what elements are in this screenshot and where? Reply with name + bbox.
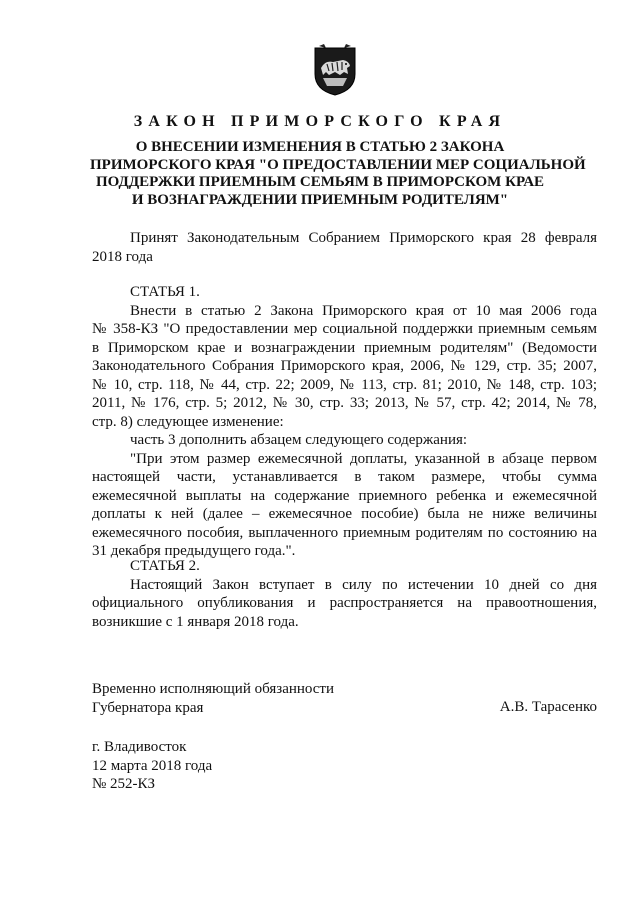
signing-date: 12 марта 2018 года bbox=[92, 757, 213, 774]
article-1-line: Внести в статью 2 Закона Приморского края от 10 мая 2006 года bbox=[130, 302, 597, 319]
signatory-position: Временно исполняющий обязанности bbox=[92, 681, 335, 697]
quote-line: ежемесячного пособия, выплаченного приемным родителям по состоянию на bbox=[92, 524, 597, 541]
subject-line: О ВНЕСЕНИИ ИЗМЕНЕНИЯ В СТАТЬЮ 2 ЗАКОНА bbox=[135, 139, 505, 155]
article-1-line: Законодательного Собрания Приморского края, 2006, № 129, стр. 35; 2007, bbox=[92, 358, 597, 374]
article-1-heading: СТАТЬЯ 1. bbox=[130, 284, 200, 300]
article-2-line: Настоящий Закон вступает в силу по истечении 10 дней со дня bbox=[130, 576, 597, 593]
quote-line: ежемесячной выплаты на содержание приемного ребенка и ежемесячной bbox=[92, 487, 597, 504]
signatory-position: Губернатора края bbox=[92, 699, 204, 716]
adoption-line: Принят Законодательным Собранием Приморского края 28 февраля bbox=[130, 230, 597, 246]
quote-line: 31 декабря предыдущего года.". bbox=[92, 543, 296, 559]
article-2-line: официального опубликования и распространяется на правоотношения, bbox=[92, 595, 597, 611]
law-subject-heading bbox=[90, 139, 586, 209]
subject-line: И ВОЗНАГРАЖДЕНИИ ПРИЕМНЫМ РОДИТЕЛЯМ" bbox=[131, 191, 509, 208]
adoption-note bbox=[92, 229, 597, 266]
quote-line: доплаты к ней (далее – ежемесячное пособие) была не ниже величины bbox=[92, 506, 597, 522]
article-1-line: стр. 8) следующее изменение: bbox=[92, 413, 284, 430]
adoption-line: 2018 года bbox=[92, 248, 153, 265]
article-2 bbox=[92, 557, 597, 631]
subject-line: ПОДДЕРЖКИ ПРИЕМНЫМ СЕМЬЯМ В ПРИМОРСКОМ КРАЕ bbox=[95, 174, 545, 190]
article-2-heading: СТАТЬЯ 2. bbox=[130, 558, 200, 574]
law-title: ЗАКОН ПРИМОРСКОГО КРАЯ bbox=[133, 113, 507, 130]
article-1 bbox=[92, 283, 597, 561]
quote-line: "При этом размер ежемесячной доплаты, указанной в абзаце первом bbox=[130, 450, 597, 467]
quote-line: настоящей части, устанавливается в таком размере, чтобы сумма bbox=[92, 469, 597, 485]
subject-line: ПРИМОРСКОГО КРАЯ "О ПРЕДОСТАВЛЕНИИ МЕР СОЦИАЛЬНОЙ bbox=[90, 156, 586, 173]
law-number: № 252-КЗ bbox=[92, 776, 156, 792]
article-1-line: 2011, № 176, стр. 5; 2012, № 30, стр. 33; 2013, № 57, стр. 42; 2014, № 78, bbox=[92, 395, 597, 411]
signatory-name: А.В. Тарасенко bbox=[499, 699, 597, 715]
article-2-line: возникшие с 1 января 2018 года. bbox=[92, 613, 299, 630]
part-3-instruction: часть 3 дополнить абзацем следующего содержания: bbox=[130, 432, 468, 448]
coat-of-arms-icon bbox=[313, 44, 357, 96]
document-footer bbox=[92, 738, 597, 794]
place-of-signing: г. Владивосток bbox=[92, 739, 187, 755]
article-1-line: в Приморском крае и вознаграждении приемным родителям" (Ведомости bbox=[92, 339, 597, 356]
article-1-line: № 10, стр. 118, № 44, стр. 22; 2009, № 113, стр. 81; 2010, № 148, стр. 103; bbox=[92, 376, 597, 393]
article-1-line: № 358-КЗ "О предоставлении мер социальной поддержки приемным семьям bbox=[92, 321, 597, 337]
